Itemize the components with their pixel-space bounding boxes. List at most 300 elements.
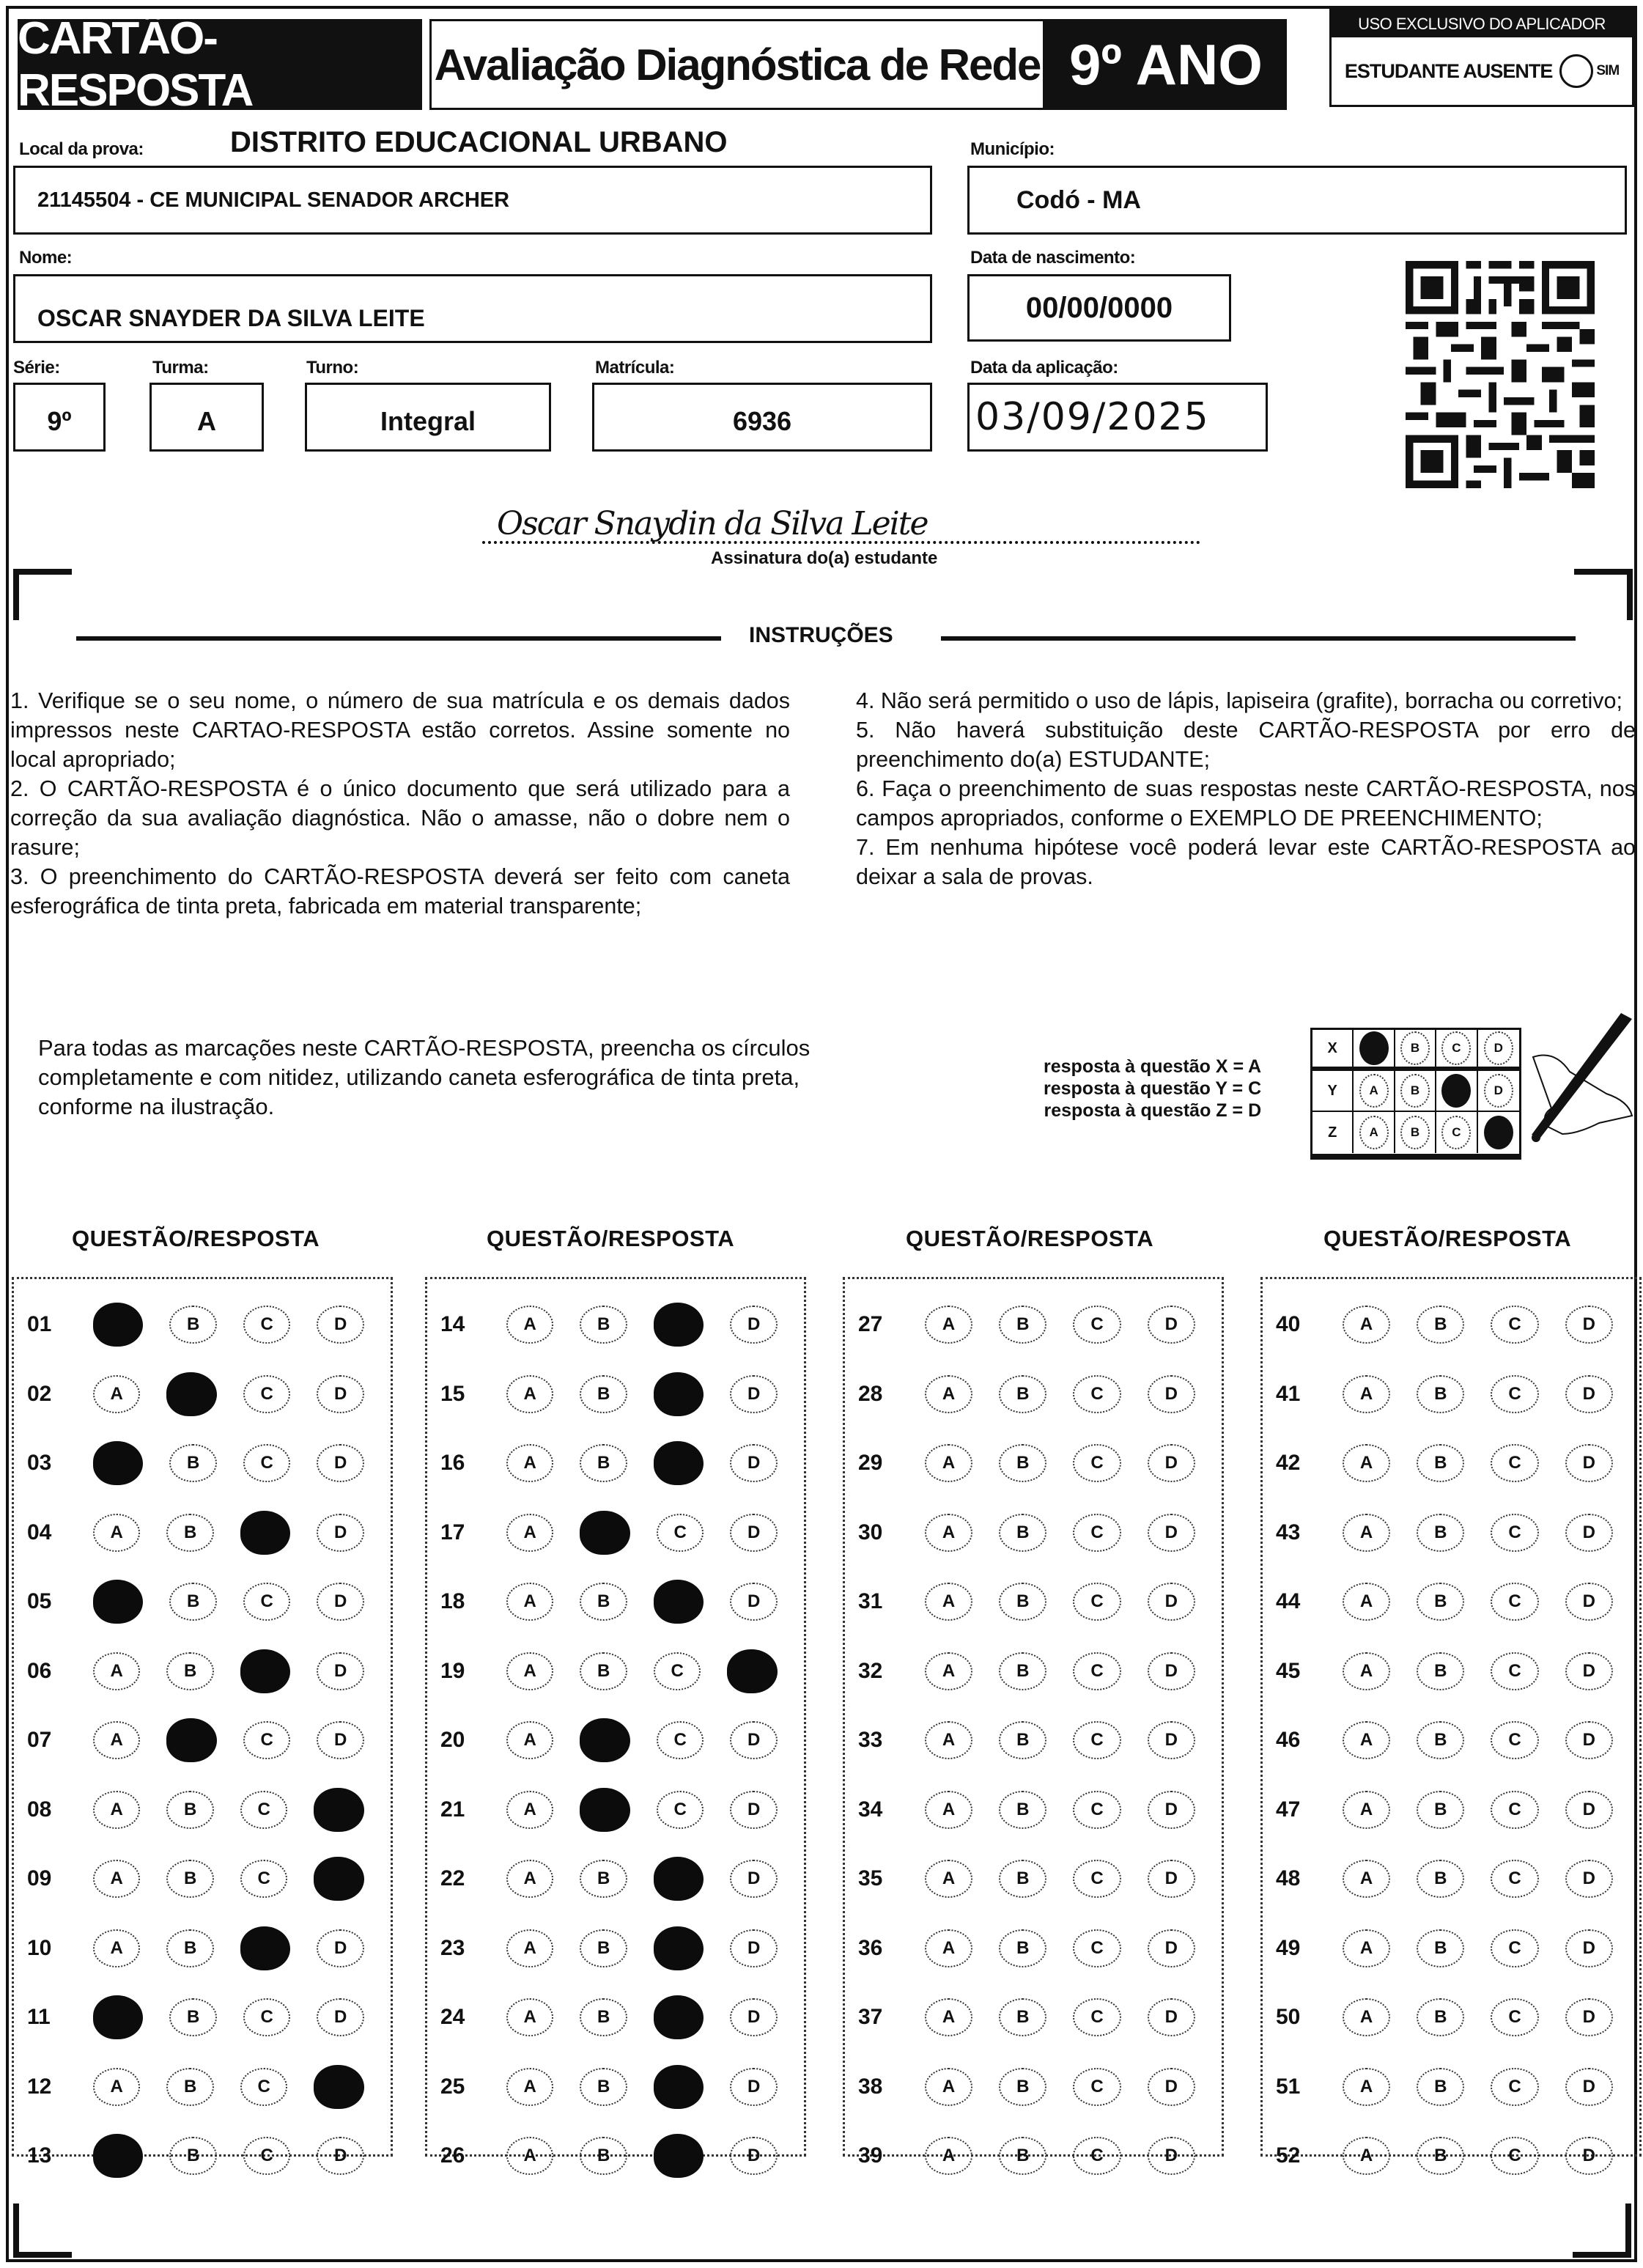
corner-mark-bottom-right	[1573, 2252, 1631, 2258]
answer-bubble-c[interactable]: C	[1073, 1514, 1120, 1552]
answer-bubble-b[interactable]: B	[999, 1306, 1046, 1344]
answer-bubble-b[interactable]: B	[999, 2068, 1046, 2106]
answer-bubble-d[interactable]: D	[730, 1514, 778, 1552]
answer-bubble-d[interactable]: D	[1565, 2068, 1613, 2106]
answer-bubble-c[interactable]: C	[657, 1721, 704, 1759]
answer-bubble-d[interactable]: D	[1148, 1583, 1195, 1621]
answer-bubble-a[interactable]: A	[93, 1514, 141, 1552]
answer-bubble-c[interactable]: C	[1491, 1444, 1538, 1482]
answer-bubble-a[interactable]: A	[506, 1998, 554, 2036]
answer-bubble-d[interactable]: D	[317, 1998, 364, 2036]
answer-bubble-d[interactable]: D	[317, 1721, 364, 1759]
answer-bubble-a[interactable]: A	[925, 1583, 972, 1621]
question-row	[845, 1434, 1222, 1492]
answer-bubble-a[interactable]: A	[93, 1375, 141, 1413]
answer-bubble-d[interactable]: D	[1565, 1375, 1613, 1413]
answer-bubble-a[interactable]: A	[1343, 2068, 1390, 2106]
answer-bubble-b[interactable]: B	[580, 1860, 627, 1898]
answer-bubble-a[interactable]	[93, 1441, 144, 1485]
answer-bubble-b[interactable]: B	[1417, 2137, 1464, 2175]
column-header: QUESTÃO/RESPOSTA	[487, 1226, 735, 1251]
answer-bubble-b[interactable]: B	[999, 1791, 1046, 1829]
answer-bubble-d[interactable]	[727, 1649, 778, 1693]
question-row	[1263, 1919, 1639, 1978]
question-row	[14, 2058, 391, 2116]
answer-bubble-d[interactable]: D	[317, 1514, 364, 1552]
example-legend-item: resposta à questão X = A	[1044, 1056, 1262, 1077]
answer-bubble-d[interactable]: D	[1148, 1652, 1195, 1690]
answer-bubble-b[interactable]: B	[999, 1860, 1046, 1898]
answer-bubble-d[interactable]: D	[1565, 1860, 1613, 1898]
answer-bubble-a[interactable]: A	[506, 1791, 554, 1829]
answer-bubble-c[interactable]: C	[1073, 1791, 1120, 1829]
answer-bubble-b[interactable]: B	[1417, 1444, 1464, 1482]
qr-code-icon	[1406, 261, 1595, 488]
answer-bubble-b[interactable]: B	[1417, 1375, 1464, 1413]
answer-bubble-a[interactable]: A	[506, 1375, 554, 1413]
answer-bubble-b[interactable]: B	[1417, 1652, 1464, 1690]
answer-bubble-b[interactable]: B	[166, 2068, 214, 2106]
application-date-field[interactable]: 03/09/2025	[967, 383, 1268, 452]
answer-bubble-d[interactable]: D	[1565, 1721, 1613, 1759]
answer-bubble-a[interactable]: A	[506, 1444, 554, 1482]
answer-bubble-a[interactable]: A	[925, 1998, 972, 2036]
signature-caption: Assinatura do(a) estudante	[711, 548, 938, 568]
answer-bubble-d[interactable]: D	[1148, 1375, 1195, 1413]
answer-bubble-c[interactable]: C	[240, 1860, 288, 1898]
answer-bubble-c[interactable]: C	[1491, 1791, 1538, 1829]
answer-bubble-c[interactable]: C	[654, 1652, 701, 1690]
question-row	[14, 1711, 391, 1770]
answer-bubble-d[interactable]: D	[317, 1652, 364, 1690]
answer-bubble-c[interactable]: C	[1073, 1929, 1120, 1967]
answer-bubble-c[interactable]: C	[243, 1444, 291, 1482]
answer-bubble-d[interactable]: D	[317, 1444, 364, 1482]
answer-bubble-d[interactable]: D	[730, 1444, 778, 1482]
question-row	[427, 1919, 804, 1978]
answer-bubble-c[interactable]	[240, 1926, 291, 1970]
absent-option-label: SIM	[1596, 63, 1620, 78]
series-field: 9º	[13, 383, 106, 452]
question-number: 49	[1276, 1935, 1301, 1960]
answer-bubble-a[interactable]: A	[506, 1860, 554, 1898]
answer-bubble-a[interactable]	[93, 1580, 144, 1624]
answer-bubble-d[interactable]: D	[317, 2137, 364, 2175]
answer-bubble-a[interactable]: A	[93, 1791, 141, 1829]
answer-bubble-a[interactable]: A	[93, 1929, 141, 1967]
answer-bubble-c[interactable]: C	[1491, 1929, 1538, 1967]
answer-bubble-c[interactable]: C	[243, 1721, 291, 1759]
answer-bubble-a[interactable]	[93, 1303, 144, 1347]
example-cell	[1436, 1071, 1477, 1111]
corner-mark-top-right	[1574, 569, 1633, 575]
answer-bubble-d[interactable]: D	[317, 1929, 364, 1967]
answer-bubble-c[interactable]	[240, 1649, 291, 1693]
question-number: 21	[440, 1797, 465, 1822]
answer-bubble-d[interactable]: D	[1148, 1998, 1195, 2036]
answer-bubble-a[interactable]: A	[1343, 2137, 1390, 2175]
answer-bubble-b[interactable]: B	[169, 1306, 217, 1344]
example-bubble: C	[1441, 1031, 1471, 1065]
answer-bubble-d[interactable]	[314, 1788, 364, 1832]
answer-bubble-b[interactable]: B	[1417, 1929, 1464, 1967]
answer-bubble-c[interactable]: C	[1491, 1652, 1538, 1690]
answer-bubble-c[interactable]: C	[243, 1583, 291, 1621]
answer-bubble-a[interactable]: A	[93, 1721, 141, 1759]
instruction-item: 1. Verifique se o seu nome, o número de sua matrícula e os demais dados impressos neste CARTAO-RESPOSTA estão corretos. Assine somente no local apropriado;	[10, 688, 790, 772]
exam-location-field: 21145504 - CE MUNICIPAL SENADOR ARCHER	[13, 166, 932, 235]
answer-bubble-a[interactable]: A	[925, 1929, 972, 1967]
column-header: QUESTÃO/RESPOSTA	[1323, 1226, 1572, 1251]
answer-bubble-a[interactable]: A	[506, 1514, 554, 1552]
example-bubble: B	[1400, 1031, 1430, 1065]
answer-bubble-b[interactable]	[580, 1788, 630, 1832]
answer-bubble-b[interactable]: B	[169, 1583, 217, 1621]
question-number: 22	[440, 1866, 465, 1890]
answer-bubble-b[interactable]: B	[166, 1652, 214, 1690]
answer-bubble-a[interactable]: A	[93, 1652, 141, 1690]
answer-bubble-b[interactable]: B	[1417, 1860, 1464, 1898]
example-row	[1312, 1112, 1519, 1153]
question-row	[845, 1295, 1222, 1354]
answer-bubble-d[interactable]: D	[1565, 1306, 1613, 1344]
question-row	[14, 1503, 391, 1562]
answer-bubble-a[interactable]: A	[925, 1652, 972, 1690]
answer-bubble-a[interactable]	[93, 2134, 144, 2178]
example-cell	[1354, 1030, 1395, 1067]
answer-bubble-c[interactable]: C	[1073, 1306, 1120, 1344]
shift-field: Integral	[305, 383, 551, 452]
answer-bubble-b[interactable]: B	[580, 1998, 627, 2036]
answer-bubble-d[interactable]: D	[730, 1306, 778, 1344]
answer-bubble-c[interactable]: C	[657, 1791, 704, 1829]
question-row	[1263, 1572, 1639, 1631]
answer-bubble-a[interactable]: A	[1343, 1652, 1390, 1690]
answer-bubble-a[interactable]: A	[1343, 1929, 1390, 1967]
answer-bubble-d[interactable]: D	[1565, 1444, 1613, 1482]
answer-bubble-c[interactable]: C	[243, 1375, 291, 1413]
answer-bubble-c[interactable]: C	[1073, 1860, 1120, 1898]
answer-bubble-d[interactable]: D	[730, 1929, 778, 1967]
answer-bubble-a[interactable]: A	[1343, 1306, 1390, 1344]
answer-bubble-c[interactable]: C	[1491, 1998, 1538, 2036]
enrollment-label: Matrícula:	[595, 358, 675, 378]
answer-bubble-b[interactable]: B	[169, 1444, 217, 1482]
answer-bubble-d[interactable]: D	[1565, 2137, 1613, 2175]
answer-bubble-c[interactable]	[654, 2134, 704, 2178]
answer-bubble-b[interactable]: B	[1417, 2068, 1464, 2106]
answer-bubble-c[interactable]: C	[1491, 1860, 1538, 1898]
answer-bubble-d[interactable]: D	[730, 1721, 778, 1759]
answer-bubble-b[interactable]: B	[999, 1514, 1046, 1552]
answer-bubble-b[interactable]: B	[999, 1721, 1046, 1759]
answer-bubble-b[interactable]: B	[169, 1998, 217, 2036]
answer-bubble-a[interactable]: A	[1343, 1444, 1390, 1482]
answer-bubble-c[interactable]: C	[657, 1514, 704, 1552]
card-title: CARTÃO-RESPOSTA	[18, 19, 422, 110]
answer-bubble-d[interactable]: D	[317, 1306, 364, 1344]
answer-bubble-d[interactable]: D	[730, 1375, 778, 1413]
answer-bubble-c[interactable]: C	[240, 1791, 288, 1829]
answer-bubble-b[interactable]: B	[580, 1444, 627, 1482]
question-number: 02	[27, 1381, 52, 1406]
question-number: 31	[858, 1589, 883, 1613]
question-row	[14, 1572, 391, 1631]
answer-bubble-a[interactable]: A	[1343, 1998, 1390, 2036]
answer-bubble-a[interactable]: A	[506, 2137, 554, 2175]
answer-bubble-d[interactable]: D	[1565, 1791, 1613, 1829]
answer-bubble-a[interactable]: A	[506, 1721, 554, 1759]
answer-bubble-b[interactable]: B	[166, 1791, 214, 1829]
answer-bubble-b[interactable]: B	[1417, 1721, 1464, 1759]
answer-bubble-b[interactable]: B	[999, 1929, 1046, 1967]
answer-bubble-c[interactable]: C	[1491, 2137, 1538, 2175]
answer-bubble-b[interactable]: B	[1417, 1791, 1464, 1829]
answer-bubble-c[interactable]	[654, 1303, 704, 1347]
exam-location-label: Local da prova:	[19, 139, 144, 159]
question-row	[427, 1988, 804, 2047]
answer-bubble-d[interactable]: D	[317, 1375, 364, 1413]
question-row	[14, 1849, 391, 1908]
answer-bubble-b[interactable]	[580, 1511, 630, 1555]
answer-bubble-c[interactable]: C	[1073, 2068, 1120, 2106]
applicator-box	[1329, 9, 1634, 107]
corner-mark-bottom-left	[13, 2252, 72, 2258]
question-number: 34	[858, 1797, 883, 1822]
answer-bubble-c[interactable]: C	[240, 2068, 288, 2106]
question-number: 23	[440, 1935, 465, 1960]
answer-bubble-a[interactable]: A	[925, 1375, 972, 1413]
answer-bubble-d[interactable]: D	[1148, 1721, 1195, 1759]
question-number: 16	[440, 1451, 465, 1475]
question-number: 09	[27, 1866, 52, 1890]
instructions-divider-right	[941, 636, 1576, 641]
answer-bubble-b[interactable]: B	[1417, 1998, 1464, 2036]
answer-bubble-a[interactable]: A	[925, 1860, 972, 1898]
answer-bubble-c[interactable]: C	[1491, 1375, 1538, 1413]
answer-bubble-b[interactable]: B	[999, 2137, 1046, 2175]
question-number: 47	[1276, 1797, 1301, 1822]
answer-bubble-d[interactable]: D	[1148, 2068, 1195, 2106]
answer-bubble-c[interactable]: C	[1491, 1583, 1538, 1621]
answer-bubble-b[interactable]: B	[999, 1444, 1046, 1482]
answer-bubble-a[interactable]: A	[1343, 1583, 1390, 1621]
answer-bubble-b[interactable]	[166, 1372, 217, 1416]
question-number: 04	[27, 1520, 52, 1544]
signature-handwriting: Oscar Snaydin da Silva Leite	[497, 505, 928, 542]
answer-bubble-c[interactable]: C	[1491, 2068, 1538, 2106]
question-number: 37	[858, 2005, 883, 2029]
question-number: 19	[440, 1658, 465, 1683]
question-number: 39	[858, 2143, 883, 2168]
answer-bubble-c[interactable]: C	[1073, 1375, 1120, 1413]
answer-bubble-d[interactable]: D	[1565, 1514, 1613, 1552]
answer-bubble-c[interactable]	[654, 1441, 704, 1485]
example-row-label: Y	[1312, 1071, 1354, 1111]
answer-bubble-d[interactable]: D	[730, 2068, 778, 2106]
answer-bubble-d[interactable]: D	[1565, 1652, 1613, 1690]
instruction-item: 3. O preenchimento do CARTÃO-RESPOSTA deverá ser feito com caneta esferográfica de tinta preta, fabricada em material transparente;	[10, 864, 790, 918]
question-number: 12	[27, 2074, 52, 2099]
answer-bubble-c[interactable]: C	[1491, 1721, 1538, 1759]
example-bubble: A	[1359, 1116, 1389, 1149]
question-row	[845, 2058, 1222, 2116]
question-number: 32	[858, 1658, 883, 1683]
birth-date-label: Data de nascimento:	[970, 248, 1136, 268]
answer-bubble-c[interactable]: C	[243, 1998, 291, 2036]
answer-bubble-d[interactable]: D	[1565, 1998, 1613, 2036]
answer-bubble-b[interactable]: B	[169, 2137, 217, 2175]
answer-bubble-c[interactable]: C	[1073, 2137, 1120, 2175]
answer-bubble-a[interactable]: A	[506, 1652, 554, 1690]
answer-bubble-b[interactable]: B	[580, 2068, 627, 2106]
answer-bubble-d[interactable]: D	[1148, 1306, 1195, 1344]
answer-bubble-b[interactable]: B	[1417, 1306, 1464, 1344]
answer-bubble-c[interactable]: C	[1073, 1652, 1120, 1690]
answer-bubble-b[interactable]	[166, 1718, 217, 1762]
answer-bubble-d[interactable]: D	[1148, 1860, 1195, 1898]
answer-bubble-c[interactable]: C	[1073, 1444, 1120, 1482]
example-bubble	[1359, 1031, 1389, 1065]
answer-bubble-b[interactable]: B	[580, 1306, 627, 1344]
answer-bubble-a[interactable]: A	[1343, 1791, 1390, 1829]
answer-bubble-b[interactable]: B	[580, 1652, 627, 1690]
question-row	[845, 1849, 1222, 1908]
answer-bubble-c[interactable]	[654, 1857, 704, 1901]
answer-bubble-a[interactable]: A	[925, 1306, 972, 1344]
answer-bubble-d[interactable]	[314, 2065, 364, 2109]
answer-bubble-c[interactable]: C	[1073, 1721, 1120, 1759]
example-row	[1312, 1071, 1519, 1112]
answer-bubble-b[interactable]: B	[999, 1375, 1046, 1413]
answer-bubble-c[interactable]: C	[243, 1306, 291, 1344]
answer-bubble-d[interactable]: D	[730, 1860, 778, 1898]
answer-bubble-a[interactable]: A	[925, 1721, 972, 1759]
question-row	[427, 1503, 804, 1562]
answer-bubble-d[interactable]: D	[730, 1583, 778, 1621]
answer-bubble-d[interactable]: D	[1148, 2137, 1195, 2175]
example-bubble: B	[1400, 1074, 1430, 1108]
answer-bubble-c[interactable]	[654, 1995, 704, 2039]
answer-bubble-a[interactable]: A	[925, 2137, 972, 2175]
question-number: 24	[440, 2005, 465, 2029]
answer-bubble-b[interactable]: B	[580, 1583, 627, 1621]
answer-bubble-d[interactable]: D	[730, 2137, 778, 2175]
instructions-right-column	[856, 686, 1636, 891]
answer-bubble-b[interactable]: B	[166, 1514, 214, 1552]
answer-bubble-c[interactable]: C	[1073, 1583, 1120, 1621]
answer-bubble-a[interactable]: A	[93, 2068, 141, 2106]
answer-bubble-d[interactable]: D	[730, 1998, 778, 2036]
answer-bubble-c[interactable]: C	[1491, 1306, 1538, 1344]
example-cell	[1436, 1030, 1477, 1067]
answer-bubble-c[interactable]	[654, 1372, 704, 1416]
answer-bubble-b[interactable]: B	[166, 1929, 214, 1967]
answer-bubble-a[interactable]: A	[506, 2068, 554, 2106]
answer-bubble-a[interactable]: A	[506, 1929, 554, 1967]
question-row	[427, 1434, 804, 1492]
question-row	[14, 1781, 391, 1839]
question-row	[845, 1572, 1222, 1631]
answer-bubble-b[interactable]: B	[580, 1375, 627, 1413]
answer-bubble-a[interactable]: A	[93, 1860, 141, 1898]
answer-bubble-c[interactable]: C	[243, 2137, 291, 2175]
question-row	[14, 1295, 391, 1354]
answer-bubble-b[interactable]: B	[999, 1652, 1046, 1690]
answer-bubble-a[interactable]: A	[506, 1583, 554, 1621]
answer-bubble-c[interactable]	[240, 1511, 291, 1555]
answer-bubble-b[interactable]: B	[999, 1583, 1046, 1621]
answer-bubble-d[interactable]: D	[1148, 1791, 1195, 1829]
question-row	[14, 1434, 391, 1492]
answer-bubble-b[interactable]: B	[1417, 1583, 1464, 1621]
example-legend-item: resposta à questão Z = D	[1044, 1100, 1262, 1121]
instruction-item: 7. Em nenhuma hipótese você poderá levar este CARTÃO-RESPOSTA ao deixar a sala de provas.	[856, 835, 1636, 889]
example-legend	[1044, 1056, 1261, 1122]
answer-bubble-c[interactable]	[654, 1926, 704, 1970]
example-row	[1312, 1030, 1519, 1071]
answer-bubble-a[interactable]	[93, 1995, 144, 2039]
answer-bubble-d[interactable]: D	[1565, 1583, 1613, 1621]
answer-bubble-d[interactable]: D	[1148, 1514, 1195, 1552]
question-row	[14, 1642, 391, 1701]
answer-bubble-a[interactable]: A	[925, 2068, 972, 2106]
answer-bubble-b[interactable]: B	[1417, 1514, 1464, 1552]
answer-bubble-c[interactable]	[654, 2065, 704, 2109]
answer-bubble-c[interactable]: C	[1073, 1998, 1120, 2036]
answer-bubble-b[interactable]: B	[580, 2137, 627, 2175]
answer-bubble-a[interactable]: A	[925, 1791, 972, 1829]
answer-bubble-a[interactable]: A	[506, 1306, 554, 1344]
answer-bubble-a[interactable]: A	[1343, 1721, 1390, 1759]
answer-bubble-d[interactable]: D	[730, 1791, 778, 1829]
answer-bubble-b[interactable]	[580, 1718, 630, 1762]
application-date-label: Data da aplicação:	[970, 358, 1118, 378]
answer-bubble-a[interactable]: A	[1343, 1860, 1390, 1898]
answer-bubble-a[interactable]: A	[1343, 1514, 1390, 1552]
answer-bubble-a[interactable]: A	[925, 1444, 972, 1482]
example-bubble: D	[1484, 1074, 1513, 1108]
answer-bubble-d[interactable]	[314, 1857, 364, 1901]
answer-bubble-b[interactable]: B	[166, 1860, 214, 1898]
hand-with-pen-icon	[1511, 1006, 1636, 1152]
answer-bubble-c[interactable]	[654, 1580, 704, 1624]
answer-bubble-d[interactable]: D	[1148, 1444, 1195, 1482]
question-row	[1263, 1711, 1639, 1770]
enrollment-field: 6936	[592, 383, 932, 452]
answer-bubble-b[interactable]: B	[580, 1929, 627, 1967]
absent-bubble[interactable]	[1559, 54, 1593, 88]
answer-bubble-a[interactable]: A	[925, 1514, 972, 1552]
question-row	[1263, 1642, 1639, 1701]
answer-bubble-c[interactable]: C	[1491, 1514, 1538, 1552]
answer-bubble-d[interactable]: D	[1148, 1929, 1195, 1967]
question-number: 40	[1276, 1312, 1301, 1336]
answer-bubble-a[interactable]: A	[1343, 1375, 1390, 1413]
question-number: 18	[440, 1589, 465, 1613]
grade-badge: 9º ANO	[1045, 19, 1287, 110]
municipality-label: Município:	[970, 139, 1055, 159]
answer-bubble-d[interactable]: D	[317, 1583, 364, 1621]
example-cell	[1436, 1112, 1477, 1153]
answer-bubble-b[interactable]: B	[999, 1998, 1046, 2036]
question-row	[14, 1988, 391, 2047]
question-row	[845, 1365, 1222, 1424]
instructions-left-column	[10, 686, 790, 921]
answer-bubble-d[interactable]: D	[1565, 1929, 1613, 1967]
signature-area[interactable]	[482, 493, 1200, 544]
corner-mark-top-right	[1627, 569, 1633, 620]
